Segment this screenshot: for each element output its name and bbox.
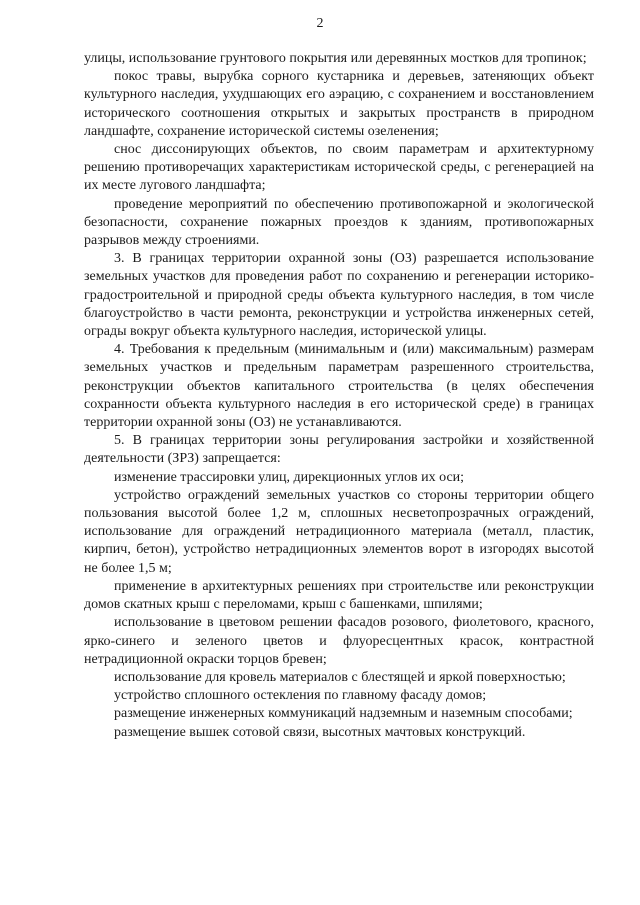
paragraph: использование в цветовом решении фасадов розового, фиолетового, красного, ярко-синего и зеленого цветов и флуоресцентных красок, контрастной нетрадиционной окраски торцов бревен; [84,615,594,667]
paragraph: изменение трассировки улиц, дирекционных углов их оси; [114,469,465,485]
paragraph: проведение мероприятий по обеспечению противопожарной и экологической безопасности, сохранение пожарных проездов к зданиям, противопожарных разрывов между строениями. [84,196,594,249]
paragraph: применение в архитектурных решениях при строительстве или реконструкции домов скатных крыш с переломами, крыш с башенками, шпилями; [84,578,594,613]
paragraph: устройство сплошного остекления по главному фасаду домов; [114,688,487,704]
paragraph: 4. Требования к предельным (минимальным и (или) максимальным) размерам земельных участков и предельным параметрам разрешенного строительства, реконструкции объектов капитального строительства (в целях обеспечения сохранности объекта культурного наследия в его исторической среде) в границах территории охранной зоны (ОЗ) не устанавливаются. [84,342,594,431]
page-number: 2 [316,16,324,31]
paragraph: 3. В границах территории охранной зоны (ОЗ) разрешается использование земельных участков для проведения работ по сохранению и регенерации историко-градостроительной и природной среды объекта культурного наследия, в том числе благоустройство в части ремонта, реконструкции и устройства инженерных сетей, ограды вокруг объекта культурного наследия, исторической улицы. [84,251,594,340]
paragraph: размещение вышек сотовой связи, высотных мачтовых конструкций. [114,724,526,740]
paragraph: улицы, использование грунтового покрытия или деревянных мостков для тропинок; [84,51,587,66]
paragraph: 5. В границах территории зоны регулирования застройки и хозяйственной деятельности (ЗРЗ) запрещается: [84,433,594,467]
paragraph: снос диссонирующих объектов, по своим параметрам и архитектурному решению противоречащих характеристикам исторической среды, с регенерацией на их месте лугового ландшафта; [84,142,594,194]
paragraph: покос травы, вырубка сорного кустарника и деревьев, затеняющих объект культурного наследия, ухудшающих его аэрацию, с сохранением и восстановлением исторического соотношения открытых и закрытых пространств в природном ландшафте, сохранение исторической системы озеленения; [84,69,594,139]
paragraph: устройство ограждений земельных участков со стороны территории общего пользования высотой более 1,2 м, сплошных несветопрозрачных ограждений, использование для ограждений нетрадиционного материала (металл, пластик, кирпич, бетон), устройство нетрадиционных элементов ворот в изгородях высотой не более 1,5 м; [84,487,594,576]
paragraph: размещение инженерных коммуникаций надземным и наземным способами; [114,706,573,722]
paragraph: использование для кровель материалов с блестящей и яркой поверхностью; [114,669,566,685]
document-body [84,50,594,742]
